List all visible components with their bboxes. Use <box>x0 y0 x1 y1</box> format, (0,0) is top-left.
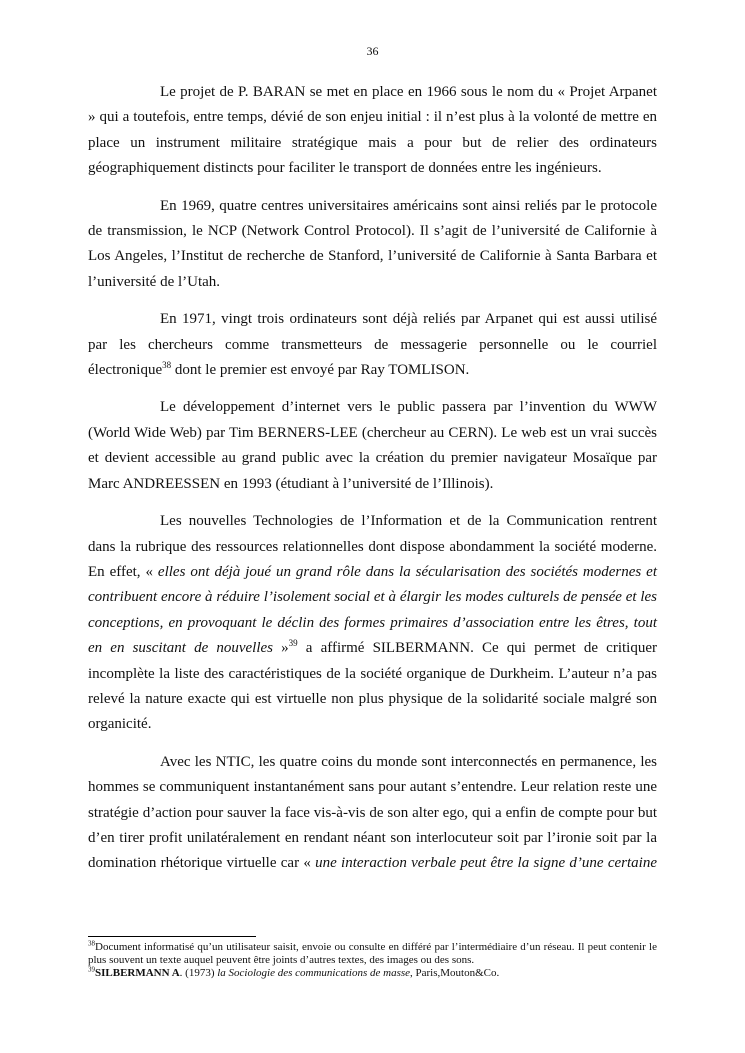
footnote-divider <box>88 936 256 937</box>
quote-silbermann: elles ont déjà joué un grand rôle dans la sécularisation des sociétés modernes et contribuent encore à réduire l’isolement social et à élargir les modes culturels de pensée et les conceptions, en provoquant le déclin des formes primaires d’association entre les êtres, tout en en suscitant de nouvelles <box>88 563 657 657</box>
page-number: 36 <box>366 44 379 58</box>
paragraph-ntic-silbermann <box>88 509 657 738</box>
paragraph-text: Les nouvelles Technologies de l’Information et de la Communication rentrent dans la rubrique des ressources relationnelles dont dispose abondamment la société moderne. En effet, « <box>88 513 657 580</box>
paragraph-text: Avec les NTIC, les quatre coins du monde sont interconnectés en permanence, les hommes se communiquent instantanément sans pour autant s’entendre. Leur relation reste une stratégie d’action pour sauver la face vis-à-vis de son alter ego, qui a enfin de compte pour but d’en tirer profit unilatéralement en rendant néant son interlocuteur soit par l’ironie soit par la domination rhétorique virtuelle car « <box>88 753 657 872</box>
quote-close: » <box>273 640 289 657</box>
footnote-ref-39[interactable]: 39 <box>288 638 298 649</box>
footnote-text: . (1973) <box>179 967 218 979</box>
footnotes <box>88 936 657 980</box>
footnote-text: Document informatisé qu’un utilisateur saisit, envoie ou consulte en différé par l’intermédiaire d’un réseau. Il peut contenir le plus souvent un texte auquel peuvent être joints d’autres textes, des images ou des sons. <box>88 941 657 966</box>
footnote-author: SILBERMANN A <box>95 967 180 979</box>
footnote-39 <box>88 967 657 980</box>
paragraph-ntic-interaction <box>88 750 657 877</box>
paragraph-text: a affirmé SILBERMANN. Ce qui permet de critiquer incomplète la liste des caractéristiques de la société organique de Durkheim. L’auteur n’a pas relevé la nature exacte qui est virtuelle non plus physique de la solidarité sociale malgré son organicité. <box>88 640 657 733</box>
paragraph-www: Le développement d’internet vers le public passera par l’invention du WWW (World Wide Web) par Tim BERNERS-LEE (chercheur au CERN). Le web est un vrai succès et devient accessible au grand public avec la création du premier navigateur Mosaïque par Marc ANDREESSEN en 1993 (étudiant à l’université de l’Illinois). <box>88 399 657 492</box>
body-text <box>88 80 657 889</box>
footnote-ref-38[interactable]: 38 <box>162 360 172 371</box>
footnote-38 <box>88 941 657 967</box>
paragraph-ncp-1969: En 1969, quatre centres universitaires américains sont ainsi reliés par le protocole de transmission, le NCP (Network Control Protocol). Il s’agit de l’université de Californie à Los Angeles, l’Institut de recherche de Stanford, l’université de Californie à Santa Barbara et l’université de l’Utah. <box>88 197 657 290</box>
paragraph-arpanet-project: Le projet de P. BARAN se met en place en 1966 sous le nom du « Projet Arpanet » qui a toutefois, entre temps, dévié de son enjeu initial : il n’est plus à la volonté de mettre en place un instrument militaire stratégique mais a pour but de relier des ordinateurs géographiquement distincts pour faciliter le transport de données entre les ingénieurs. <box>88 84 657 177</box>
paragraph-text: En 1971, vingt trois ordinateurs sont déjà reliés par Arpanet qui est aussi utilisé par les chercheurs comme transmetteurs de messagerie personnelle ou le courriel électronique <box>88 311 657 379</box>
footnote-number: 39 <box>88 965 95 974</box>
footnote-book-title: la Sociologie des communications de masse <box>217 967 411 979</box>
footnote-text: , Paris,Mouton&Co. <box>410 967 500 979</box>
footnote-number: 38 <box>88 939 95 948</box>
quote-interaction: une interaction verbale peut être la signe d’une certaine <box>315 855 657 872</box>
paragraph-text: dont le premier est envoyé par Ray TOMLISON. <box>171 362 470 379</box>
paragraph-email-1971 <box>88 307 657 383</box>
